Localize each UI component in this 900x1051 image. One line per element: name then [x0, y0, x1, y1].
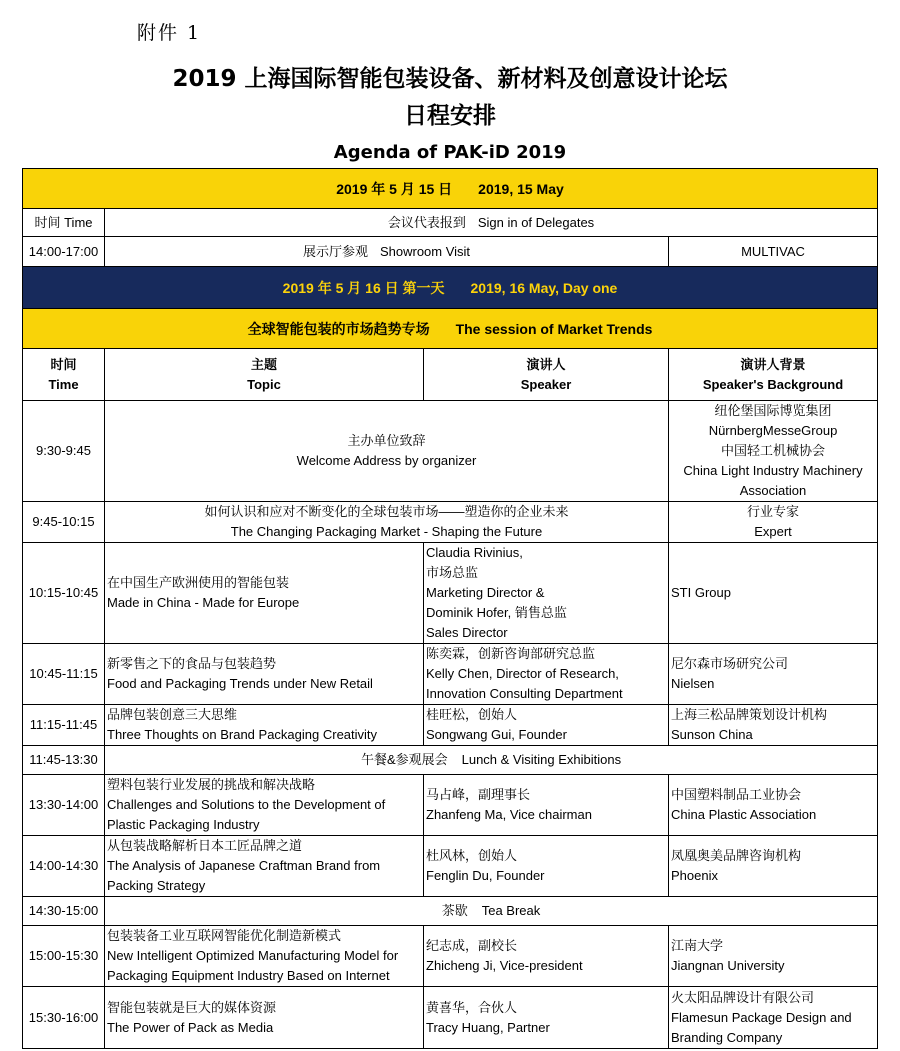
time-cell: 10:45-11:15 — [23, 644, 105, 705]
time-cell: 14:30-15:00 — [23, 897, 105, 926]
table-row — [23, 644, 878, 705]
background-cell: 凤凰奥美品牌咨询机构 Phoenix — [669, 836, 878, 897]
table-row — [23, 926, 878, 987]
table-row — [23, 543, 878, 644]
topic-cell: 塑料包装行业发展的挑战和解决战略 Challenges and Solutions to the Development of Plastic Packaging Industry — [105, 775, 424, 836]
day2-date-row — [23, 267, 878, 309]
topic-cell: 如何认识和应对不断变化的全球包装市场——塑造你的企业未来 The Changing Packaging Market - Shaping the Future — [105, 502, 669, 543]
table-row — [23, 775, 878, 836]
table-row — [23, 836, 878, 897]
topic-cell: 智能包装就是巨大的媒体资源 The Power of Pack as Media — [105, 987, 424, 1049]
speaker-cell: Claudia Rivinius, 市场总监 Marketing Director & Dominik Hofer, 销售总监 Sales Director — [424, 543, 669, 644]
session-cell — [23, 309, 878, 349]
attachment-label: 附件 1 — [137, 22, 202, 44]
signin-en: Sign in of Delegates — [477, 214, 595, 230]
speaker-cell: 桂旺松，创始人 Songwang Gui, Founder — [424, 705, 669, 746]
time-label: 时间 Time — [23, 209, 105, 237]
speaker-cell: 纪志成，副校长 Zhicheng Ji, Vice-president — [424, 926, 669, 987]
day1-date-row — [23, 169, 878, 209]
table-row — [23, 746, 878, 775]
speaker-cell: 陈奕霖，创新咨询部研究总监 Kelly Chen, Director of Research, Innovation Consulting Department — [424, 644, 669, 705]
table-row — [23, 897, 878, 926]
day1-date-en: 2019, 15 May — [478, 180, 564, 197]
topic-cell: 主办单位致辞 Welcome Address by organizer — [105, 401, 669, 502]
background-cell: 中国塑料制品工业协会 China Plastic Association — [669, 775, 878, 836]
day1-date-cell — [23, 169, 878, 209]
agenda-table — [22, 168, 878, 1049]
table-row — [23, 237, 878, 267]
speaker-cell: 马占峰，副理事长 Zhanfeng Ma, Vice chairman — [424, 775, 669, 836]
column-header-row — [23, 349, 878, 401]
background-cell: STI Group — [669, 543, 878, 644]
time-cell: 15:30-16:00 — [23, 987, 105, 1049]
table-row — [23, 987, 878, 1049]
topic-cell: 在中国生产欧洲使用的智能包装 Made in China - Made for Europe — [105, 543, 424, 644]
col-topic-header: 主题 Topic — [105, 349, 424, 401]
day2-date-cn: 2019 年 5 月 16 日 第一天 — [282, 279, 445, 296]
topic-cell: 从包装战略解析日本工匠品牌之道 The Analysis of Japanese Craftman Brand from Packing Strategy — [105, 836, 424, 897]
session-row — [23, 309, 878, 349]
time-cell: 15:00-15:30 — [23, 926, 105, 987]
day2-date-en: 2019, 16 May, Day one — [470, 279, 618, 296]
time-cell: 14:00-17:00 — [23, 237, 105, 267]
topic-cell: 新零售之下的食品与包装趋势 Food and Packaging Trends under New Retail — [105, 644, 424, 705]
background-cell: 江南大学 Jiangnan University — [669, 926, 878, 987]
topic-cell: 品牌包装创意三大思维 Three Thoughts on Brand Packaging Creativity — [105, 705, 424, 746]
time-cell: 13:30-14:00 — [23, 775, 105, 836]
title-en: Agenda of PAK-iD 2019 — [333, 142, 567, 163]
background-cell: 行业专家 Expert — [669, 502, 878, 543]
time-cell: 14:00-14:30 — [23, 836, 105, 897]
background-cell: 尼尔森市场研究公司 Nielsen — [669, 644, 878, 705]
time-cell: 11:15-11:45 — [23, 705, 105, 746]
showroom-en: Showroom Visit — [379, 243, 471, 259]
table-row — [23, 502, 878, 543]
topic-cell: 包装装备工业互联网智能优化制造新模式 New Intelligent Optimized Manufacturing Model for Packaging Equipment Industry Based on Internet — [105, 926, 424, 987]
day1-date-cn: 2019 年 5 月 15 日 — [336, 180, 453, 197]
col-speaker-header: 演讲人 Speaker — [424, 349, 669, 401]
time-cell: 10:15-10:45 — [23, 543, 105, 644]
background-cell: 火太阳品牌设计有限公司 Flamesun Package Design and Branding Company — [669, 987, 878, 1049]
signin-cn: 会议代表报到 — [387, 214, 466, 230]
day2-date-cell — [23, 267, 878, 309]
background-cell: 上海三松品牌策划设计机构 Sunson China — [669, 705, 878, 746]
break-cell: 茶歇 Tea Break — [105, 897, 878, 926]
time-cell: 9:30-9:45 — [23, 401, 105, 502]
showroom-cn: 展示厅参观 — [302, 243, 368, 259]
break-cell: 午餐&参观展会 Lunch & Visiting Exhibitions — [105, 746, 878, 775]
showroom-cell — [105, 237, 669, 267]
table-row — [23, 401, 878, 502]
table-row — [23, 209, 878, 237]
showroom-host: MULTIVAC — [669, 237, 878, 267]
col-time-header: 时间 Time — [23, 349, 105, 401]
col-background-header: 演讲人背景 Speaker's Background — [669, 349, 878, 401]
speaker-cell: 黄喜华，合伙人 Tracy Huang, Partner — [424, 987, 669, 1049]
time-cell: 11:45-13:30 — [23, 746, 105, 775]
speaker-cell: 杜风林，创始人 Fenglin Du, Founder — [424, 836, 669, 897]
title-cn-line1: 2019 上海国际智能包装设备、新材料及创意设计论坛 — [172, 66, 728, 92]
title-cn-line2: 日程安排 — [404, 103, 496, 129]
session-en: The session of Market Trends — [455, 320, 653, 337]
table-row — [23, 705, 878, 746]
signin-cell — [105, 209, 878, 237]
background-cell: 纽伦堡国际博览集团 NürnbergMesseGroup 中国轻工机械协会 China Light Industry Machinery Association — [669, 401, 878, 502]
time-cell: 9:45-10:15 — [23, 502, 105, 543]
session-cn: 全球智能包装的市场趋势专场 — [247, 320, 430, 337]
